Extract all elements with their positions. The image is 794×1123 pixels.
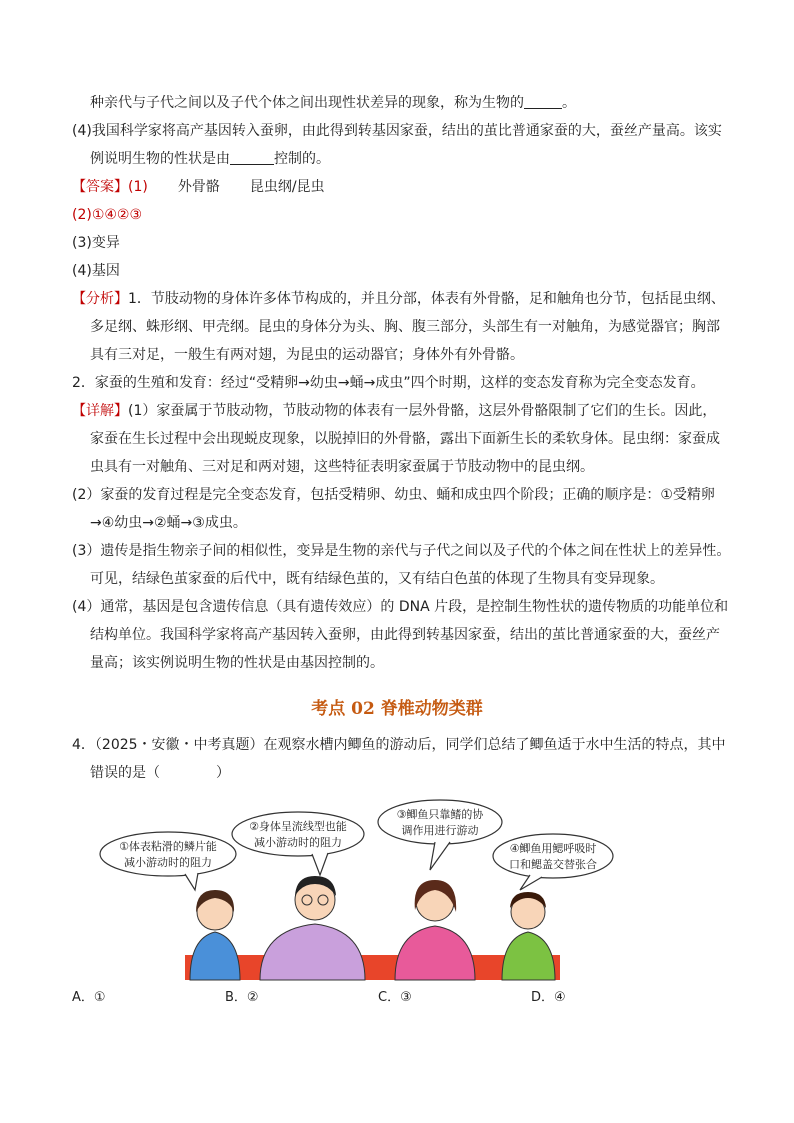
student-4-figure [502,892,555,980]
analysis-line-1: 【分析】1．节肢动物的身体许多体节构成的，并且分部，体表有外骨骼，足和触角也分节，包括昆虫纲、 [72,291,725,307]
question-3-continuation: 种亲代与子代之间以及子代个体之间出现性状差异的现象，称为生物的 。 [90,95,576,111]
bubble-2-line-1: ②身体呈流线型也能 [249,820,347,833]
analysis-line-2: 多足纲、蛛形纲、甲壳纲。昆虫的身体分为头、胸、腹三部分，头部生有一对触角，为感觉器官；胸部 [90,319,720,335]
option-a[interactable]: A．① [72,990,106,1005]
detail-line-2: 家蚕在生长过程中会出现蜕皮现象，以脱掉旧的外骨骼，露出下面新生长的柔软身体。昆虫纲：家蚕成 [90,431,720,447]
bubble-1-line-1: ①体表粘滑的鳞片能 [119,840,217,853]
detail-line-6: (3）遗传是指生物亲子间的相似性，变异是生物的亲代与子代之间以及子代的个体之间在性状上的差异性。 [72,543,731,559]
students-discussion-illustration [90,808,620,980]
speech-bubble-2 [232,812,364,875]
detail-line-9: 结构单位。我国科学家将高产基因转入蚕卵，由此得到转基因家蚕，结出的茧比普通家蚕的大，蚕丝产 [90,627,720,643]
speech-bubble-3 [378,800,502,870]
option-b[interactable]: B．② [225,990,259,1005]
speech-bubble-4 [493,834,613,890]
bubble-2-line-2: 减小游动时的阻力 [254,836,342,849]
option-c[interactable]: C．③ [378,990,412,1005]
detail-line-4: (2）家蚕的发育过程是完全变态发育，包括受精卵、幼虫、蛹和成虫四个阶段；正确的顺序是：①受精卵 [72,487,715,503]
question-4-stem: 4．（2025・安徽・中考真题）在观察水槽内鲫鱼的游动后，同学们总结了鲫鱼适于水中生活的特点，其中 [72,737,726,753]
bubble-3-line-2: 调作用进行游动 [401,824,479,837]
detail-line-8: (4）通常，基因是包含遗传信息（具有遗传效应）的 DNA 片段，是控制生物性状的遗传物质的功能单位和 [72,599,729,615]
detail-line-7: 可见，结绿色茧家蚕的后代中，既有结绿色茧的，又有结白色茧的体现了生物具有变异现象。 [90,571,664,587]
analysis-tag: 【分析】 [72,291,128,307]
bubble-4-line-2: 口和鳃盖交替张合 [509,858,597,871]
detail-line-5: →④幼虫→②蛹→③成虫。 [90,515,247,531]
answer-line-3: (3)变异 [72,235,120,251]
answer-blank [230,150,274,165]
student-2-figure [260,876,365,980]
detail-tag: 【详解】 [72,403,128,419]
question-4-stem-cont: 错误的是（ ） [90,765,230,781]
bubble-1-line-2: 减小游动时的阻力 [124,856,212,869]
answer-line-1: 【答案】(1) 外骨骼 昆虫纲/昆虫 [72,179,325,195]
analysis-line-4: 2．家蚕的生殖和发育：经过“受精卵→幼虫→蛹→成虫”四个时期，这样的变态发育称为完全变态发育。 [72,375,705,391]
student-1-figure [190,890,240,980]
speech-bubble-1 [100,832,236,890]
analysis-line-3: 具有三对足，一般生有两对翅，为昆虫的运动器官；身体外有外骨骼。 [90,347,524,363]
detail-line-1: 【详解】(1）家蚕属于节肢动物，节肢动物的体表有一层外骨骼，这层外骨骼限制了它们的生长。因此， [72,403,717,419]
answer-tag: 【答案】 [72,179,128,195]
bubble-4-line-1: ④鲫鱼用鳃呼吸时 [509,842,597,855]
option-d[interactable]: D．④ [531,990,566,1005]
question-3-part-4: (4)我国科学家将高产基因转入蚕卵，由此得到转基因家蚕，结出的茧比普通家蚕的大，蚕丝产量高。该实 [72,123,722,139]
answer-line-2: (2)①④②③ [72,207,143,223]
detail-line-10: 量高；该实例说明生物的性状是由基因控制的。 [90,655,384,671]
student-3-figure [395,880,475,980]
bubble-3-line-1: ③鲫鱼只靠鳍的协 [396,808,484,821]
question-3-part-4-cont: 例说明生物的性状是由 控制的。 [90,151,330,167]
answer-blank [524,94,562,109]
detail-line-3: 虫具有一对触角、三对足和两对翅，这些特征表明家蚕属于节肢动物中的昆虫纲。 [90,459,594,475]
section-title: 考点 02 脊椎动物类群 [311,699,483,719]
answer-line-4: (4)基因 [72,263,120,279]
